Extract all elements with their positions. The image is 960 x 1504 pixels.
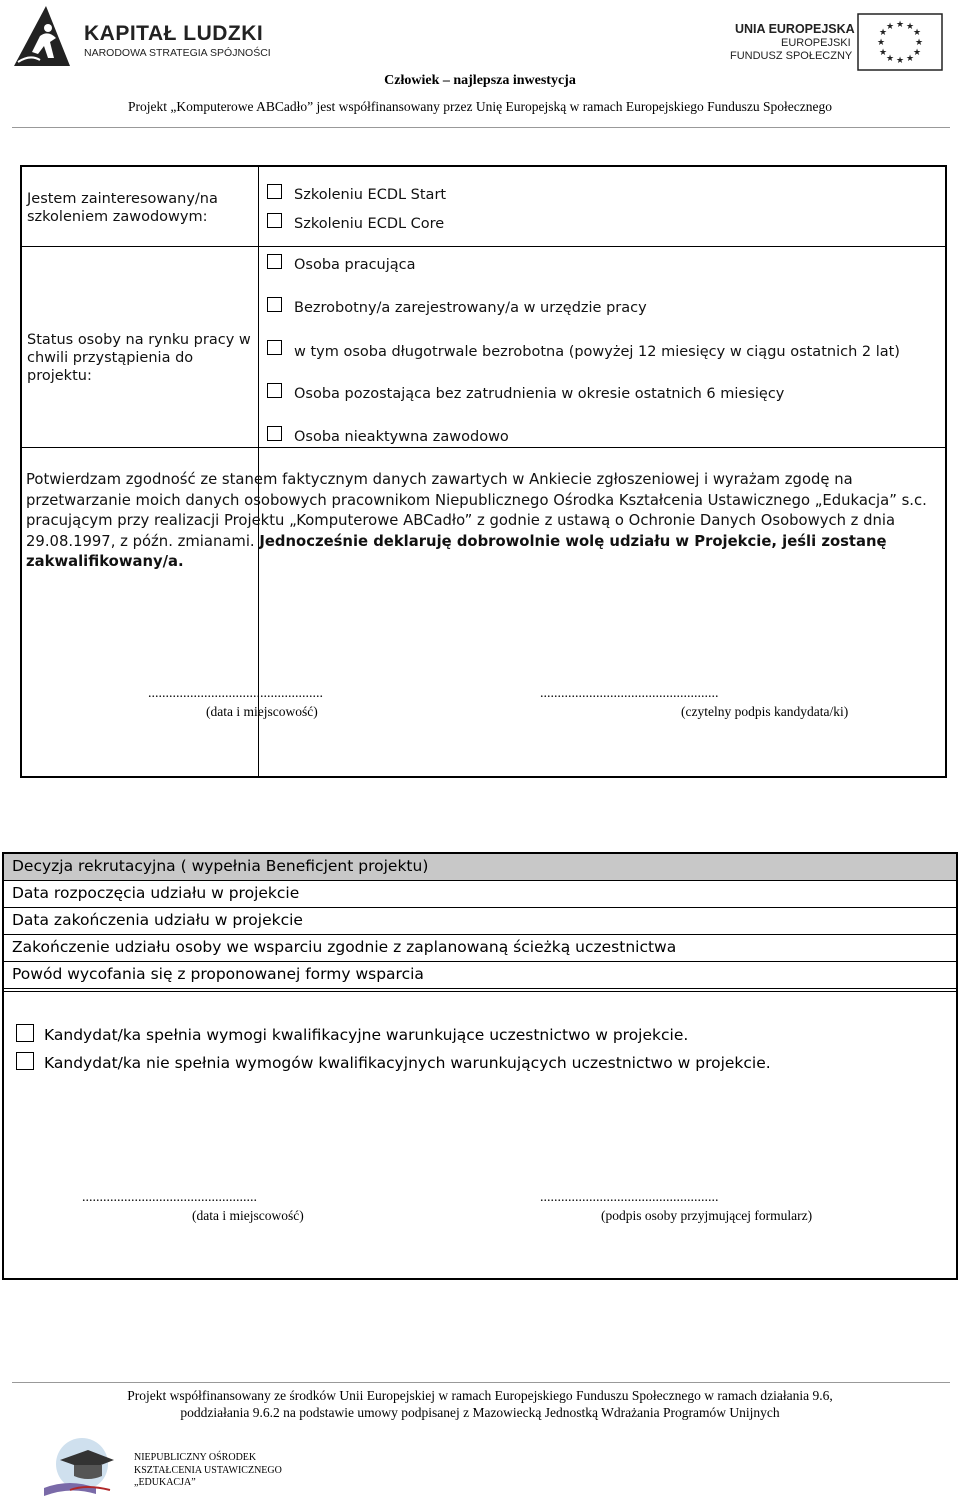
- school-logo-icon: [30, 1430, 130, 1502]
- status-inactive-label: Osoba nieaktywna zawodowo: [294, 429, 509, 445]
- status-no-employment-label: Osoba pozostająca bez zatrudnienia w okresie ostatnich 6 miesięcy: [294, 386, 785, 402]
- ecdl-core-label: Szkoleniu ECDL Core: [294, 216, 445, 232]
- status-long-term-checkbox[interactable]: [267, 340, 282, 355]
- school-name-line2: KSZTAŁCENIA USTAWICZNEGO: [134, 1465, 282, 1476]
- svg-text:★: ★: [912, 48, 922, 58]
- svg-text:★: ★: [895, 20, 905, 30]
- date-place-caption: (data i miejscowość): [206, 704, 318, 719]
- ecdl-core-checkbox[interactable]: [267, 213, 282, 228]
- recruitment-decision-table: [2, 852, 958, 1280]
- school-name-line3: „EDUKACJA”: [134, 1477, 196, 1488]
- status-label: Status osoby na rynku pracy w chwili przystąpienia do projektu:: [27, 332, 251, 384]
- status-employed-checkbox[interactable]: [267, 254, 282, 269]
- svg-text:★: ★: [878, 28, 888, 38]
- ue-logo-line3: FUNDUSZ SPOŁECZNY: [730, 50, 853, 62]
- decision-date-place-line[interactable]: ..................................................: [82, 1190, 257, 1205]
- candidate-signature-caption: (czytelny podpis kandydata/ki): [681, 704, 849, 719]
- decision-completion-row[interactable]: Zakończenie udziału osoby we wsparciu zgodnie z zaplanowaną ścieżką uczestnictwa: [4, 935, 956, 962]
- decision-start-date-row[interactable]: Data rozpoczęcia udziału w projekcie: [4, 881, 956, 908]
- svg-text:★: ★: [912, 28, 922, 38]
- footer-line-2: poddziałania 9.6.2 na podstawie umowy podpisanej z Mazowiecką Jednostką Wdrażania Programów Unijnych: [180, 1405, 780, 1420]
- ecdl-start-label: Szkoleniu ECDL Start: [294, 187, 447, 203]
- consent-statement: [26, 470, 941, 573]
- status-inactive-checkbox[interactable]: [267, 426, 282, 441]
- consent-text: Potwierdzam zgodność ze stanem faktycznym danych zawartych w Ankiecie zgłoszeniowej i wyrażam zgodę na przetwarzanie moich danych osobowych pracownikom Niepublicznego Ośrodka Kształcenia Ustawicznego „Edukacja” s.c. pracującym przy realizacji Projektu „Komputerowe ABCadło” z godnie z ustawą o Ochronie Danych Osobowych z dnia 29.08.1997, z późn. zmianami.: [26, 471, 927, 550]
- not-qualifies-label: Kandydat/ka nie spełnia wymogów kwalifikacyjnych warunkujących uczestnictwo w projekcie.: [44, 1054, 771, 1072]
- status-unemployed-label: Bezrobotny/a zarejestrowany/a w urzędzie pracy: [294, 300, 647, 316]
- interest-label: Jestem zainteresowany/na szkoleniem zawodowym:: [27, 191, 218, 225]
- row-divider: [22, 447, 945, 448]
- svg-text:★: ★: [885, 22, 895, 32]
- status-long-term-label: w tym osoba długotrwale bezrobotna (powyżej 12 miesięcy w ciągu ostatnich 2 lat): [294, 344, 900, 360]
- not-qualifies-checkbox[interactable]: [16, 1052, 34, 1070]
- eu-flag-icon: [857, 13, 943, 71]
- footer-line-1: Projekt współfinansowany ze środków Unii Europejskiej w ramach Europejskiego Funduszu Społecznego w ramach działania 9.6,: [127, 1388, 833, 1403]
- svg-text:★: ★: [876, 38, 886, 48]
- svg-text:★: ★: [885, 54, 895, 64]
- date-place-line[interactable]: ..................................................: [148, 686, 323, 701]
- qualifies-checkbox[interactable]: [16, 1024, 34, 1042]
- svg-text:★: ★: [905, 54, 915, 64]
- receiver-signature-caption: (podpis osoby przyjmującej formularz): [601, 1208, 813, 1223]
- decision-header-row: Decyzja rekrutacyjna ( wypełnia Beneficjent projektu): [4, 854, 956, 881]
- svg-text:★: ★: [914, 38, 924, 48]
- kapital-ludzki-subtitle: NARODOWA STRATEGIA SPÓJNOŚCI: [84, 47, 271, 59]
- svg-text:★: ★: [878, 48, 888, 58]
- svg-text:★: ★: [895, 56, 905, 66]
- motto: Człowiek – najlepsza inwestycja: [384, 73, 576, 88]
- receiver-signature-line[interactable]: ...................................................: [540, 1190, 719, 1205]
- ue-logo-line2: EUROPEJSKI: [781, 37, 851, 49]
- kapital-ludzki-title: KAPITAŁ LUDZKI: [84, 22, 264, 45]
- header-divider: [12, 127, 950, 128]
- status-employed-label: Osoba pracująca: [294, 257, 416, 273]
- kapital-ludzki-emblem-icon: [10, 2, 80, 68]
- row-divider: [22, 246, 945, 247]
- svg-text:★: ★: [905, 22, 915, 32]
- footer-divider: [12, 1382, 950, 1383]
- ecdl-start-checkbox[interactable]: [267, 184, 282, 199]
- row-divider: [4, 991, 956, 992]
- decision-end-date-row[interactable]: Data zakończenia udziału w projekcie: [4, 908, 956, 935]
- decision-date-place-caption: (data i miejscowość): [192, 1208, 304, 1223]
- ue-logo-line1: UNIA EUROPEJSKA: [735, 22, 855, 36]
- school-name-line1: NIEPUBLICZNY OŚRODEK: [134, 1452, 257, 1463]
- status-unemployed-checkbox[interactable]: [267, 297, 282, 312]
- consent-declaration: Jednocześnie deklaruję dobrowolnie wolę udziału w Projekcie, jeśli zostanę zakwalifikowany/a.: [26, 532, 887, 570]
- status-no-employment-checkbox[interactable]: [267, 383, 282, 398]
- decision-withdrawal-row[interactable]: Powód wycofania się z proponowanej formy wsparcia: [4, 962, 956, 989]
- qualifies-label: Kandydat/ka spełnia wymogi kwalifikacyjne warunkujące uczestnictwo w projekcie.: [44, 1026, 689, 1044]
- project-cofinancing-line: Projekt „Komputerowe ABCadło” jest współfinansowany przez Unię Europejską w ramach Europejskiego Funduszu Społecznego: [127, 99, 833, 114]
- candidate-signature-line[interactable]: ...................................................: [540, 686, 719, 701]
